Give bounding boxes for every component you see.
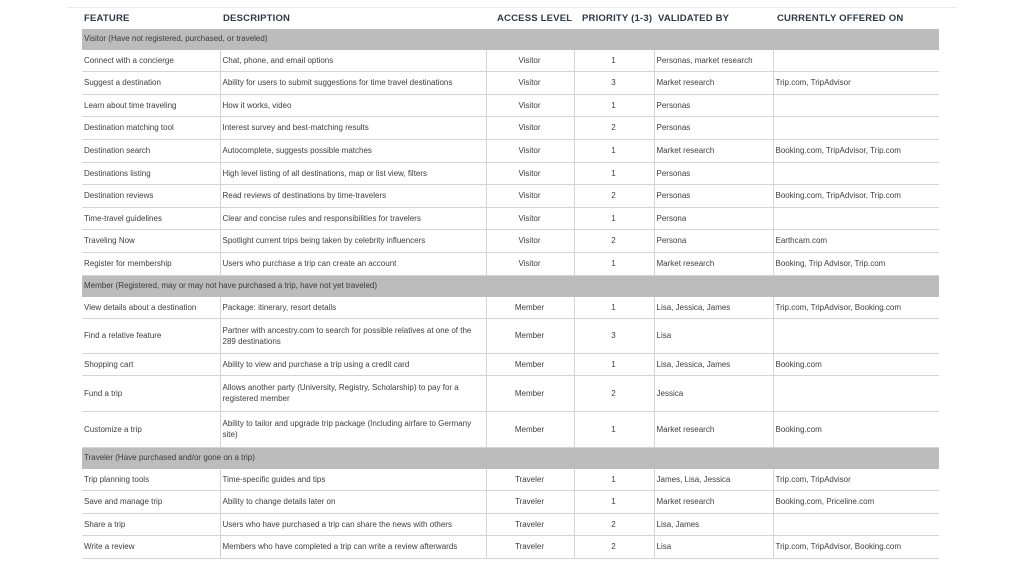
access-level-cell: Visitor (486, 252, 574, 275)
validated-by-cell: Lisa (654, 318, 773, 353)
offered-on-cell (773, 513, 939, 535)
offered-on-cell: Earthcam.com (773, 229, 939, 252)
table-header (0, 0, 1022, 29)
validated-by-cell: Personas (654, 184, 773, 207)
access-level-cell: Traveler (486, 513, 574, 535)
priority-cell: 1 (574, 411, 654, 447)
validated-by-cell: Market research (654, 252, 773, 275)
feature-cell: Save and manage trip (82, 490, 220, 513)
offered-on-cell (773, 207, 939, 229)
table-row (82, 318, 939, 353)
description-cell: Spotlight current trips being taken by celebrity influencers (220, 229, 486, 252)
offered-on-cell: Booking.com, TripAdvisor, Trip.com (773, 184, 939, 207)
access-level-cell: Traveler (486, 490, 574, 513)
access-level-cell: Visitor (486, 207, 574, 229)
feature-cell: Shopping cart (82, 353, 220, 375)
table-row (82, 296, 939, 318)
header-access-level: ACCESS LEVEL (497, 13, 573, 24)
priority-cell: 1 (574, 490, 654, 513)
description-cell: Ability to change details later on (220, 490, 486, 513)
access-level-cell: Member (486, 318, 574, 353)
priority-cell: 1 (574, 252, 654, 275)
feature-cell: Suggest a destination (82, 71, 220, 94)
feature-cell: Write a review (82, 535, 220, 558)
feature-cell: Trip planning tools (82, 468, 220, 490)
table-row (82, 229, 939, 252)
table-row (82, 490, 939, 513)
priority-cell: 1 (574, 296, 654, 318)
priority-cell: 2 (574, 116, 654, 139)
access-level-cell: Visitor (486, 139, 574, 162)
access-level-cell: Visitor (486, 162, 574, 184)
table-row (82, 94, 939, 116)
priority-cell: 1 (574, 49, 654, 71)
priority-cell: 3 (574, 71, 654, 94)
table-row (82, 252, 939, 275)
feature-cell: Fund a trip (82, 375, 220, 411)
priority-cell: 1 (574, 94, 654, 116)
description-cell: High level listing of all destinations, map or list view, filters (220, 162, 486, 184)
features-table (82, 29, 939, 559)
priority-cell: 3 (574, 318, 654, 353)
section-header-row (82, 29, 939, 49)
validated-by-cell: Market research (654, 490, 773, 513)
table-row (82, 468, 939, 490)
offered-on-cell (773, 318, 939, 353)
header-validated-by: VALIDATED BY (658, 13, 730, 24)
access-level-cell: Member (486, 353, 574, 375)
table-row (82, 71, 939, 94)
feature-cell: Register for membership (82, 252, 220, 275)
priority-cell: 2 (574, 229, 654, 252)
description-cell: Read reviews of destinations by time-travelers (220, 184, 486, 207)
offered-on-cell: Trip.com, TripAdvisor, Booking.com (773, 535, 939, 558)
validated-by-cell: Market research (654, 139, 773, 162)
description-cell: Users who have purchased a trip can share the news with others (220, 513, 486, 535)
offered-on-cell (773, 49, 939, 71)
validated-by-cell: Lisa, Jessica, James (654, 296, 773, 318)
feature-cell: Time-travel guidelines (82, 207, 220, 229)
header-description: DESCRIPTION (223, 13, 291, 24)
priority-cell: 1 (574, 468, 654, 490)
priority-cell: 2 (574, 513, 654, 535)
description-cell: Members who have completed a trip can write a review afterwards (220, 535, 486, 558)
offered-on-cell: Trip.com, TripAdvisor, Booking.com (773, 296, 939, 318)
table-row (82, 411, 939, 447)
offered-on-cell (773, 94, 939, 116)
validated-by-cell: Personas, market research (654, 49, 773, 71)
feature-cell: Destination search (82, 139, 220, 162)
priority-cell: 1 (574, 353, 654, 375)
priority-cell: 1 (574, 162, 654, 184)
priority-cell: 2 (574, 375, 654, 411)
table-row (82, 207, 939, 229)
offered-on-cell (773, 375, 939, 411)
validated-by-cell: Lisa (654, 535, 773, 558)
feature-cell: Learn about time traveling (82, 94, 220, 116)
table-row (82, 49, 939, 71)
validated-by-cell: Personas (654, 94, 773, 116)
table-row (82, 353, 939, 375)
feature-cell: View details about a destination (82, 296, 220, 318)
validated-by-cell: Personas (654, 162, 773, 184)
section-header-row (82, 447, 939, 468)
validated-by-cell: Persona (654, 229, 773, 252)
table-row (82, 184, 939, 207)
offered-on-cell: Booking.com, Priceline.com (773, 490, 939, 513)
offered-on-cell: Trip.com, TripAdvisor (773, 71, 939, 94)
description-cell: Allows another party (University, Registry, Scholarship) to pay for a registered member (220, 375, 486, 411)
table-row (82, 116, 939, 139)
access-level-cell: Visitor (486, 229, 574, 252)
access-level-cell: Member (486, 375, 574, 411)
access-level-cell: Traveler (486, 468, 574, 490)
priority-cell: 1 (574, 139, 654, 162)
description-cell: Ability to view and purchase a trip using a credit card (220, 353, 486, 375)
section-title: Member (Registered, may or may not have purchased a trip, have not yet traveled) (82, 275, 939, 296)
access-level-cell: Visitor (486, 49, 574, 71)
description-cell: Autocomplete, suggests possible matches (220, 139, 486, 162)
validated-by-cell: Lisa, Jessica, James (654, 353, 773, 375)
feature-cell: Destinations listing (82, 162, 220, 184)
feature-cell: Destination reviews (82, 184, 220, 207)
section-title: Visitor (Have not registered, purchased, or traveled) (82, 29, 939, 49)
header-priority: PRIORITY (1-3) (582, 13, 653, 24)
validated-by-cell: James, Lisa, Jessica (654, 468, 773, 490)
feature-cell: Share a trip (82, 513, 220, 535)
offered-on-cell (773, 116, 939, 139)
feature-cell: Destination matching tool (82, 116, 220, 139)
description-cell: Clear and concise rules and responsibilities for travelers (220, 207, 486, 229)
feature-cell: Connect with a concierge (82, 49, 220, 71)
offered-on-cell: Booking.com (773, 411, 939, 447)
validated-by-cell: Personas (654, 116, 773, 139)
priority-cell: 2 (574, 184, 654, 207)
access-level-cell: Traveler (486, 535, 574, 558)
validated-by-cell: Lisa, James (654, 513, 773, 535)
feature-cell: Customize a trip (82, 411, 220, 447)
description-cell: Partner with ancestry.com to search for possible relatives at one of the 289 destinations (220, 318, 486, 353)
access-level-cell: Member (486, 296, 574, 318)
priority-cell: 1 (574, 207, 654, 229)
table-row (82, 139, 939, 162)
access-level-cell: Visitor (486, 116, 574, 139)
feature-cell: Traveling Now (82, 229, 220, 252)
feature-cell: Find a relative feature (82, 318, 220, 353)
offered-on-cell: Booking.com (773, 353, 939, 375)
description-cell: Chat, phone, and email options (220, 49, 486, 71)
priority-cell: 2 (574, 535, 654, 558)
table-row (82, 535, 939, 558)
offered-on-cell (773, 162, 939, 184)
offered-on-cell: Booking.com, TripAdvisor, Trip.com (773, 139, 939, 162)
access-level-cell: Visitor (486, 184, 574, 207)
validated-by-cell: Jessica (654, 375, 773, 411)
access-level-cell: Member (486, 411, 574, 447)
offered-on-cell: Booking, Trip Advisor, Trip.com (773, 252, 939, 275)
table-row (82, 162, 939, 184)
table-row (82, 375, 939, 411)
description-cell: Time-specific guides and tips (220, 468, 486, 490)
description-cell: How it works, video (220, 94, 486, 116)
access-level-cell: Visitor (486, 71, 574, 94)
access-level-cell: Visitor (486, 94, 574, 116)
description-cell: Package: itinerary, resort details (220, 296, 486, 318)
description-cell: Interest survey and best-matching results (220, 116, 486, 139)
table-row (82, 513, 939, 535)
validated-by-cell: Market research (654, 411, 773, 447)
offered-on-cell: Trip.com, TripAdvisor (773, 468, 939, 490)
header-currently-offered-on: CURRENTLY OFFERED ON (777, 13, 904, 24)
validated-by-cell: Market research (654, 71, 773, 94)
header-feature: FEATURE (84, 13, 130, 24)
validated-by-cell: Persona (654, 207, 773, 229)
description-cell: Users who purchase a trip can create an account (220, 252, 486, 275)
section-header-row (82, 275, 939, 296)
description-cell: Ability to tailor and upgrade trip package (Including airfare to Germany site) (220, 411, 486, 447)
section-title: Traveler (Have purchased and/or gone on a trip) (82, 447, 939, 468)
description-cell: Ability for users to submit suggestions for time travel destinations (220, 71, 486, 94)
